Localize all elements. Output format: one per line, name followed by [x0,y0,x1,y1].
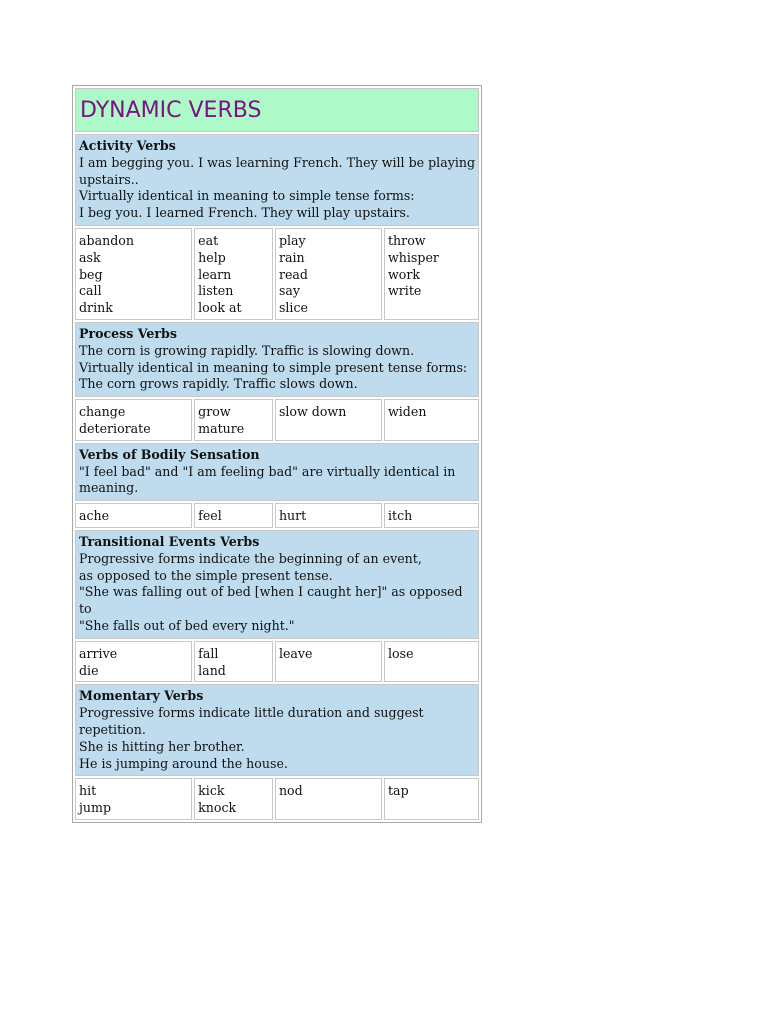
section-description-line: Progressive forms indicate the beginning of an event, [79,550,422,566]
verb-column [275,228,382,320]
table-title: DYNAMIC VERBS [75,88,479,132]
verb-item: arrive [79,645,118,661]
section-description-line: "She was falling out of bed [when I caught her]" as opposed to [79,584,463,617]
verb-column [194,641,273,683]
section-description-row [75,134,479,226]
verb-item: ask [79,249,101,265]
dynamic-verbs-table [72,85,482,823]
section-description-line: as opposed to the simple present tense. [79,567,333,583]
section-description-line: He is jumping around the house. [79,755,288,771]
verb-item: write [388,283,422,299]
verb-item: listen [198,283,234,299]
verb-column [194,503,273,528]
verb-column [194,399,273,441]
section-heading: Process Verbs [79,325,177,341]
verb-item: abandon [79,232,134,248]
verb-item: call [79,283,102,299]
verb-item: grow [198,404,231,420]
verb-list-row [75,399,479,441]
section-description [75,684,479,776]
verb-item: lose [388,645,414,661]
verb-column [75,778,192,820]
section-description-line: Virtually identical in meaning to simple present tense forms: [79,359,468,375]
verb-column [275,641,382,683]
verb-item: learn [198,266,232,282]
verb-item: eat [198,232,219,248]
verb-item: whisper [388,249,439,265]
title-row [75,88,479,132]
section-description-line: I beg you. I learned French. They will play upstairs. [79,205,410,221]
section-heading: Verbs of Bodily Sensation [79,446,260,462]
section-description [75,530,479,639]
verb-item: say [278,283,301,299]
section-description-row [75,443,479,501]
verb-column [384,641,479,683]
verb-item: change [79,404,126,420]
verb-item: mature [198,420,245,436]
section-heading: Activity Verbs [79,138,176,153]
verb-list-row [75,641,479,683]
verb-item: work [388,266,421,282]
verb-column [75,228,192,320]
verb-item: slice [278,300,308,316]
verb-item: feel [198,508,222,524]
section-description-line: She is hitting her brother. [79,738,245,754]
section-description-line: "She falls out of bed every night." [79,617,295,633]
verb-column [194,228,273,320]
section-description-row [75,684,479,776]
verb-item: play [278,232,306,248]
verb-list-row [75,778,479,820]
verb-item: fall [198,645,219,661]
verb-item: tap [388,783,409,799]
section-description-line: "I feel bad" and "I am feeling bad" are virtually identical in meaning. [79,463,456,496]
verb-item: ache [79,508,110,524]
verb-column [275,778,382,820]
verb-item: land [198,662,226,678]
section-heading: Momentary Verbs [79,688,204,704]
section-description [75,322,479,397]
verb-item: kick [198,783,225,799]
verb-item: look at [198,300,242,316]
verb-item: leave [278,645,313,661]
verb-column [75,641,192,683]
section-description-row [75,322,479,397]
section-description [75,134,479,226]
verb-item: throw [388,232,426,248]
verb-item: deteriorate [79,420,151,436]
verb-item: drink [79,300,113,316]
verb-list-row [75,503,479,528]
verb-item: rain [278,249,305,265]
verb-column [194,778,273,820]
verb-item: slow down [278,404,347,420]
section-description-line: The corn is growing rapidly. Traffic is slowing down. [79,342,415,358]
verb-list-row [75,228,479,320]
section-description-line: I am begging you. I was learning French. They will be playing upstairs.. [79,154,476,187]
verb-item: itch [388,508,413,524]
verb-item: read [278,266,308,282]
section-description [75,443,479,501]
verb-column [275,503,382,528]
verb-column [384,228,479,320]
section-description-line: Virtually identical in meaning to simple tense forms: [79,188,415,204]
section-description-row [75,530,479,639]
verb-column [75,503,192,528]
verb-item: widen [388,404,427,420]
section-description-line: The corn grows rapidly. Traffic slows down. [79,376,358,392]
verb-item: nod [278,783,303,799]
verb-column [384,399,479,441]
section-description-line: Progressive forms indicate little duration and suggest repetition. [79,705,424,737]
verb-item: hurt [278,508,307,524]
verb-item: die [79,662,99,678]
verb-column [75,399,192,441]
verb-item: knock [198,800,237,816]
verb-column [275,399,382,441]
verb-item: hit [79,783,97,799]
verb-item: help [198,249,226,265]
table-body [75,88,479,820]
section-heading: Transitional Events Verbs [79,533,260,549]
verb-column [384,778,479,820]
verb-item: beg [79,266,103,282]
verb-column [384,503,479,528]
verb-item: jump [79,800,112,816]
